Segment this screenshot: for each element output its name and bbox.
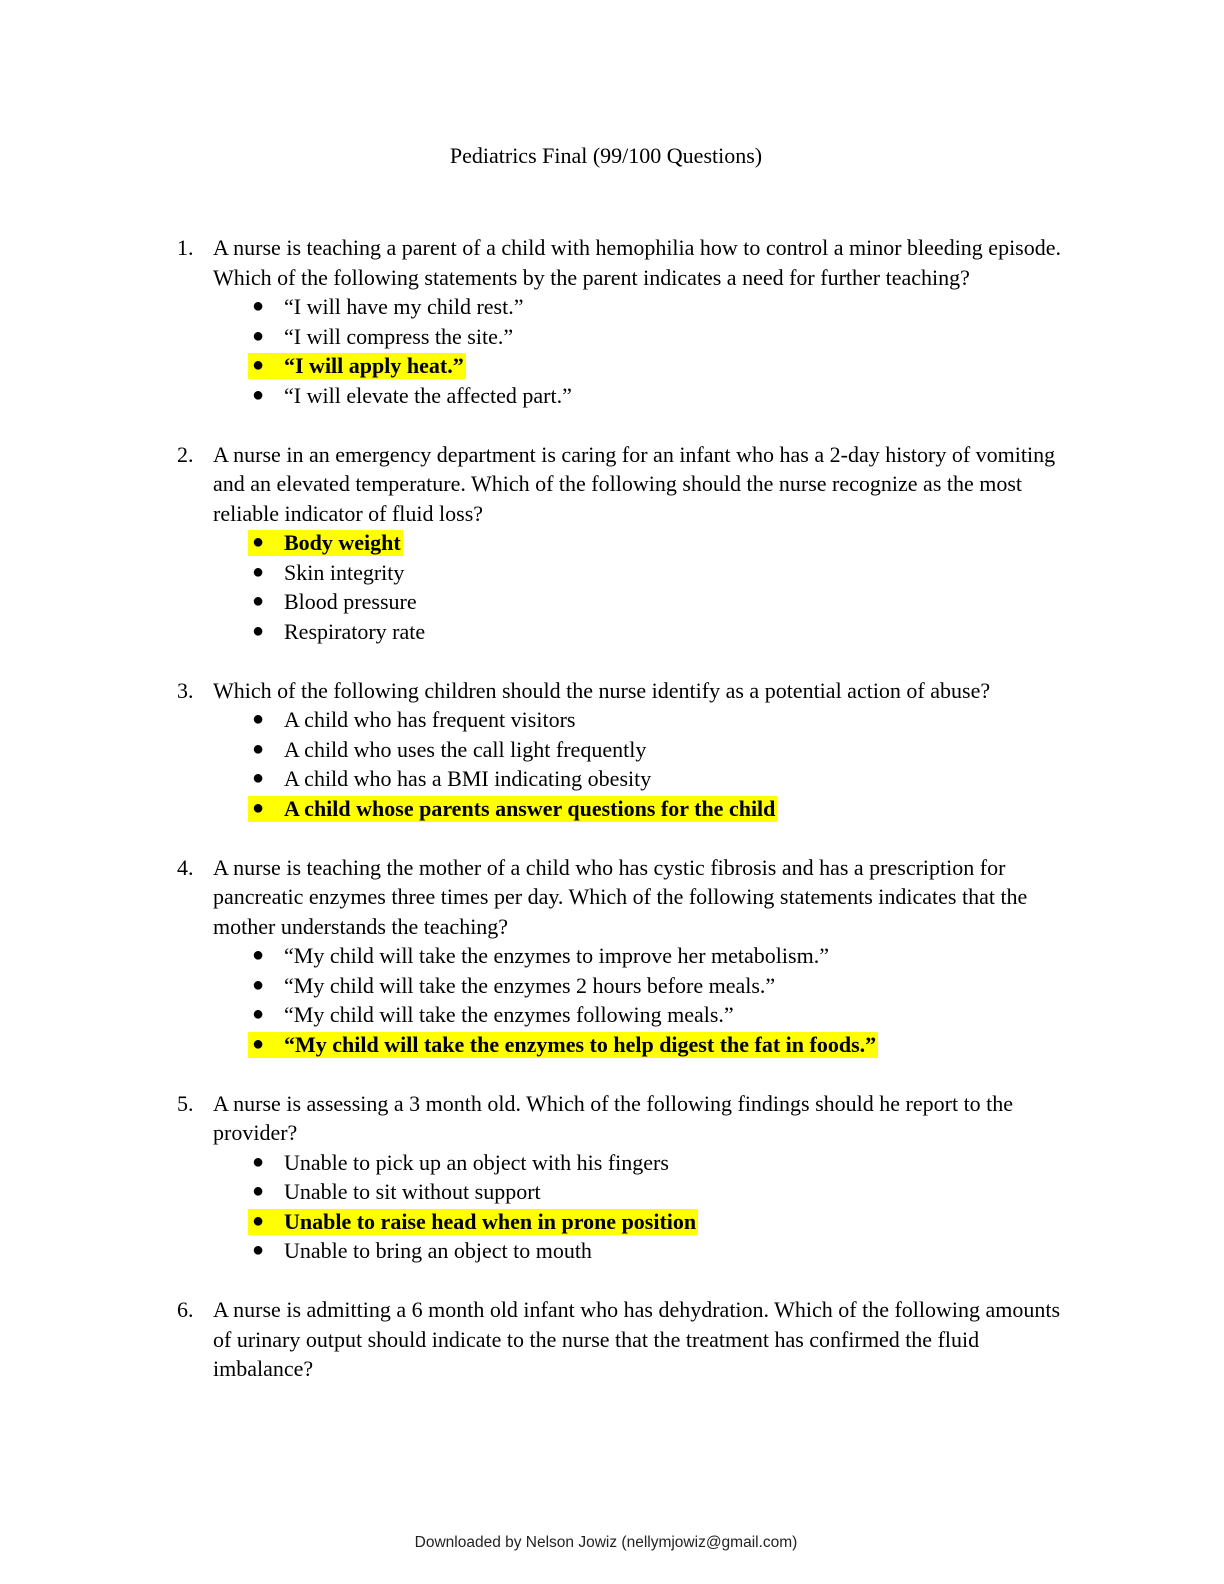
question-number: 4. (177, 854, 194, 880)
option-text: “I will have my child rest.” (284, 294, 524, 319)
option-text: Skin integrity (284, 559, 405, 585)
option-text: “I will apply heat.” (284, 353, 464, 378)
option-text: “My child will take the enzymes to improve her metabolism.” (284, 943, 829, 968)
page-title: Pediatrics Final (99/100 Questions) (449, 143, 763, 168)
question-text: A nurse in an emergency department is caring for an infant who has a 2-day history of vomiting and an elevated temperature. Which of the following should the nurse recognize as the most reliable indicator of fluid loss? (213, 441, 1056, 526)
question-text: A nurse is teaching a parent of a child with hemophilia how to control a minor bleeding episode. Which of the following statements by the parent indicates a need for further teaching? (213, 235, 1062, 290)
answer-option (0, 971, 1224, 1001)
bullet-icon: ● (251, 354, 265, 376)
answer-option (0, 322, 1224, 352)
answer-option (0, 735, 1224, 765)
bullet-icon: ● (251, 560, 265, 583)
answer-option (0, 1177, 1224, 1207)
option-text: A child who has frequent visitors (284, 707, 576, 732)
option-text: “I will compress the site.” (284, 323, 514, 349)
answer-option (0, 558, 1224, 588)
question-item (0, 676, 1224, 824)
correct-answer-option (0, 351, 1224, 381)
question-item (0, 1295, 1224, 1384)
bullet-icon: ● (251, 737, 265, 760)
correct-answer-option (0, 1030, 1224, 1060)
bullet-icon: ● (251, 1239, 265, 1261)
answer-option (0, 617, 1224, 647)
answer-option (0, 764, 1224, 794)
answer-option (0, 587, 1224, 617)
bullet-icon: ● (251, 324, 265, 347)
answer-options (0, 941, 1224, 1059)
question-item (0, 233, 1224, 410)
answer-options (0, 705, 1224, 823)
answer-option (0, 705, 1224, 735)
question-text: A nurse is assessing a 3 month old. Which of the following findings should he report to the provider? (213, 1090, 1014, 1145)
bullet-icon: ● (251, 295, 265, 317)
answer-options (0, 292, 1224, 410)
option-text: Unable to sit without support (284, 1179, 541, 1204)
bullet-icon: ● (251, 1180, 265, 1202)
download-footer: Downloaded by Nelson Jowiz (nellymjowiz@gmail.com) (414, 1534, 798, 1551)
question-list (0, 233, 1224, 1413)
question-item (0, 1089, 1224, 1266)
question-number: 2. (177, 441, 194, 467)
question-item (0, 853, 1224, 1060)
question-text: A nurse is teaching the mother of a child who has cystic fibrosis and has a prescription for pancreatic enzymes three times per day. Which of the following statements indicates that the mother understands the teaching? (213, 854, 1028, 939)
option-text: “My child will take the enzymes following meals.” (284, 1002, 734, 1027)
question-number: 5. (177, 1090, 194, 1116)
option-text: A child who uses the call light frequently (284, 736, 647, 762)
bullet-icon: ● (251, 796, 265, 819)
bullet-icon: ● (251, 1209, 265, 1232)
option-text: “My child will take the enzymes to help digest the fat in foods.” (284, 1031, 877, 1057)
bullet-icon: ● (251, 1003, 265, 1025)
correct-answer-option (0, 794, 1224, 824)
question-number: 3. (177, 677, 194, 703)
bullet-icon: ● (251, 973, 265, 996)
option-text: Unable to bring an object to mouth (284, 1238, 592, 1263)
question-item (0, 440, 1224, 647)
option-text: Respiratory rate (284, 618, 426, 644)
question-number: 1. (177, 235, 194, 260)
option-text: Unable to pick up an object with his fingers (284, 1149, 669, 1175)
bullet-icon: ● (251, 1032, 265, 1055)
answer-option (0, 941, 1224, 971)
option-text: Unable to raise head when in prone position (284, 1208, 697, 1234)
answer-option (0, 381, 1224, 411)
option-text: Blood pressure (284, 589, 417, 614)
answer-options (0, 528, 1224, 646)
question-text: Which of the following children should the nurse identify as a potential action of abuse? (213, 677, 991, 703)
option-text: Body weight (284, 530, 401, 555)
bullet-icon: ● (251, 619, 265, 642)
answer-option (0, 1148, 1224, 1178)
answer-option (0, 1236, 1224, 1266)
question-text: A nurse is admitting a 6 month old infant who has dehydration. Which of the following amounts of urinary output should indicate to the nurse that the treatment has confirmed the fluid imbalance? (213, 1297, 1061, 1381)
bullet-icon: ● (251, 944, 265, 966)
bullet-icon: ● (251, 383, 265, 406)
option-text: “I will elevate the affected part.” (284, 382, 572, 408)
question-number: 6. (177, 1297, 194, 1322)
bullet-icon: ● (251, 590, 265, 612)
answer-options (0, 1148, 1224, 1266)
correct-answer-option (0, 1207, 1224, 1237)
correct-answer-option (0, 528, 1224, 558)
bullet-icon: ● (251, 1150, 265, 1173)
bullet-icon: ● (251, 531, 265, 553)
option-text: A child whose parents answer questions for the child (284, 795, 776, 821)
bullet-icon: ● (251, 708, 265, 730)
option-text: “My child will take the enzymes 2 hours before meals.” (284, 972, 776, 998)
option-text: A child who has a BMI indicating obesity (284, 766, 652, 791)
bullet-icon: ● (251, 767, 265, 789)
answer-option (0, 1000, 1224, 1030)
answer-option (0, 292, 1224, 322)
